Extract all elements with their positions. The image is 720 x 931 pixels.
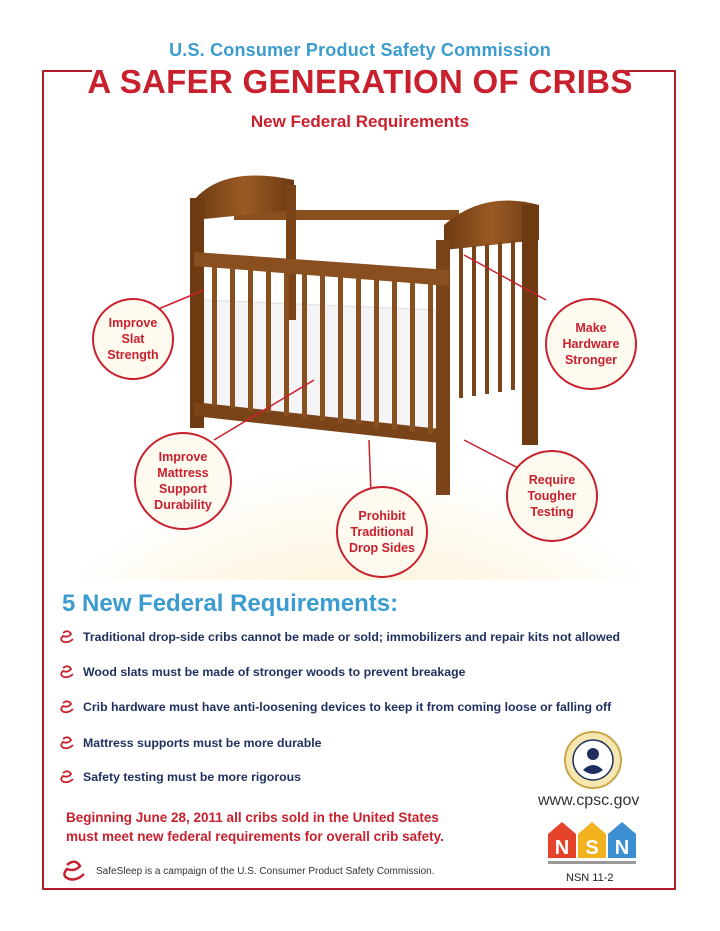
page-subtitle: New Federal Requirements <box>250 112 470 131</box>
safesleep-icon <box>60 700 76 714</box>
deadline-line-2: must meet new federal requirements for overall crib safety. <box>66 829 444 844</box>
safesleep-icon <box>60 630 76 644</box>
deadline-line-1: Beginning June 28, 2011 all cribs sold in the United States <box>66 810 439 825</box>
requirement-text: Crib hardware must have anti-loosening devices to keep it from coming loose or falling off <box>83 700 612 714</box>
safesleep-icon <box>60 770 76 784</box>
nsn-letter-1: N <box>554 837 570 859</box>
requirement-text: Mattress supports must be more durable <box>83 736 322 750</box>
safesleep-icon <box>60 736 76 750</box>
callout-slat-strength: Improve Slat Strength <box>92 298 174 380</box>
requirement-text: Traditional drop-side cribs cannot be made or sold; immobilizers and repair kits not allowed <box>83 630 621 644</box>
requirement-text: Wood slats must be made of stronger woods to prevent breakage <box>83 665 466 679</box>
requirement-text: Safety testing must be more rigorous <box>83 770 301 784</box>
callout-mattress-support: Improve Mattress Support Durability <box>134 432 232 530</box>
agency-name: U.S. Consumer Product Safety Commission <box>169 40 551 60</box>
requirement-item <box>60 630 620 644</box>
callout-tougher-testing: Require Tougher Testing <box>506 450 598 542</box>
callout-drop-sides: Prohibit Traditional Drop Sides <box>336 486 428 578</box>
right-post <box>522 205 538 445</box>
safesleep-icon <box>60 665 76 679</box>
nsn-letter-2: S <box>585 837 599 859</box>
document-code: NSN 11-2 <box>566 872 614 884</box>
cpsc-seal-icon <box>563 730 623 790</box>
website-url[interactable]: www.cpsc.gov <box>538 792 640 809</box>
left-post <box>190 198 204 428</box>
campaign-note: SafeSleep is a campaign of the U.S. Consumer Product Safety Commission. <box>96 866 435 877</box>
requirement-item <box>60 736 321 750</box>
requirement-item <box>60 770 301 784</box>
requirements-title: 5 New Federal Requirements: <box>62 590 399 617</box>
page-title: A SAFER GENERATION OF CRIBS <box>87 63 633 100</box>
requirement-item <box>60 665 465 679</box>
deadline-notice <box>66 808 444 846</box>
nsn-logo <box>546 818 640 868</box>
callout-hardware-stronger: Make Hardware Stronger <box>545 298 637 390</box>
requirement-item <box>60 700 611 714</box>
nsn-letter-3: N <box>614 837 630 859</box>
safesleep-logo-icon <box>62 860 88 882</box>
